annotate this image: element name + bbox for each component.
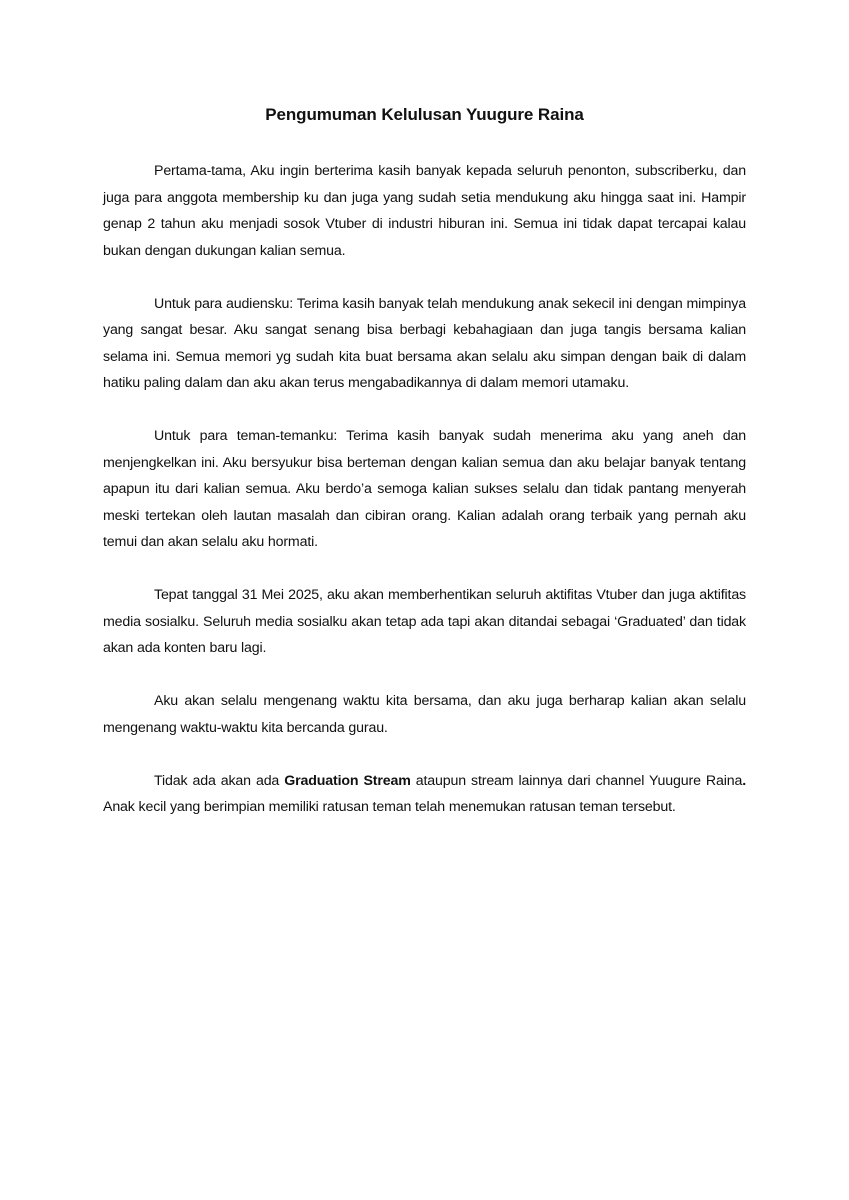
paragraph-friends: Untuk para teman-temanku: Terima kasih banyak sudah menerima aku yang aneh dan menjengkelkan ini. Aku bersyukur bisa berteman dengan kalian semua dan aku belajar banyak tentang apapun itu dari kalian semua. Aku berdo’a semoga kalian sukses selalu dan tidak pantang menyerah meski tertekan oleh lautan masalah dan cibiran orang. Kalian adalah orang terbaik yang pernah aku temui dan akan selalu aku hormati. bbox=[103, 428, 746, 550]
closing-text-1: Tidak ada akan ada bbox=[154, 772, 285, 789]
closing-period-bold: . bbox=[742, 772, 746, 789]
paragraph-thanks-intro: Pertama-tama, Aku ingin berterima kasih banyak kepada seluruh penonton, subscriberku, dan juga para anggota membership ku dan juga yang sudah setia mendukung aku hingga saat ini. Hampir genap 2 tahun aku menjadi sosok Vtuber di industri hiburan ini. Semua ini tidak dapat tercapai kalau bukan dengan dukungan kalian semua. bbox=[103, 163, 746, 259]
closing-text-2: ataupun stream lainnya dari channel Yuugure Raina bbox=[410, 772, 743, 789]
paragraph-graduation-date: Tepat tanggal 31 Mei 2025, aku akan memberhentikan seluruh aktifitas Vtuber dan juga aktifitas media sosialku. Seluruh media sosialku akan tetap ada tapi akan ditandai sebagai ‘Graduated’ dan tidak akan ada konten baru lagi. bbox=[103, 587, 746, 656]
graduation-stream-emphasis: Graduation Stream bbox=[284, 772, 411, 789]
document-body bbox=[103, 102, 746, 821]
paragraph-closing bbox=[103, 768, 746, 821]
document-title: Pengumuman Kelulusan Yuugure Raina bbox=[265, 105, 584, 124]
paragraph-audience: Untuk para audiensku: Terima kasih banyak telah mendukung anak sekecil ini dengan mimpinya yang sangat besar. Aku sangat senang bisa berbagi kebahagiaan dan juga tangis bersama kalian selama ini. Semua memori yg sudah kita buat bersama akan selalu aku simpan dengan baik di dalam hatiku paling dalam dan aku akan terus mengabadikannya di dalam memori utamaku. bbox=[103, 295, 746, 391]
closing-text-3: Anak kecil yang berimpian memiliki ratusan teman telah menemukan ratusan teman tersebut. bbox=[103, 799, 676, 815]
paragraph-remember: Aku akan selalu mengenang waktu kita bersama, dan aku juga berharap kalian akan selalu mengenang waktu-waktu kita bercanda gurau. bbox=[103, 693, 746, 736]
